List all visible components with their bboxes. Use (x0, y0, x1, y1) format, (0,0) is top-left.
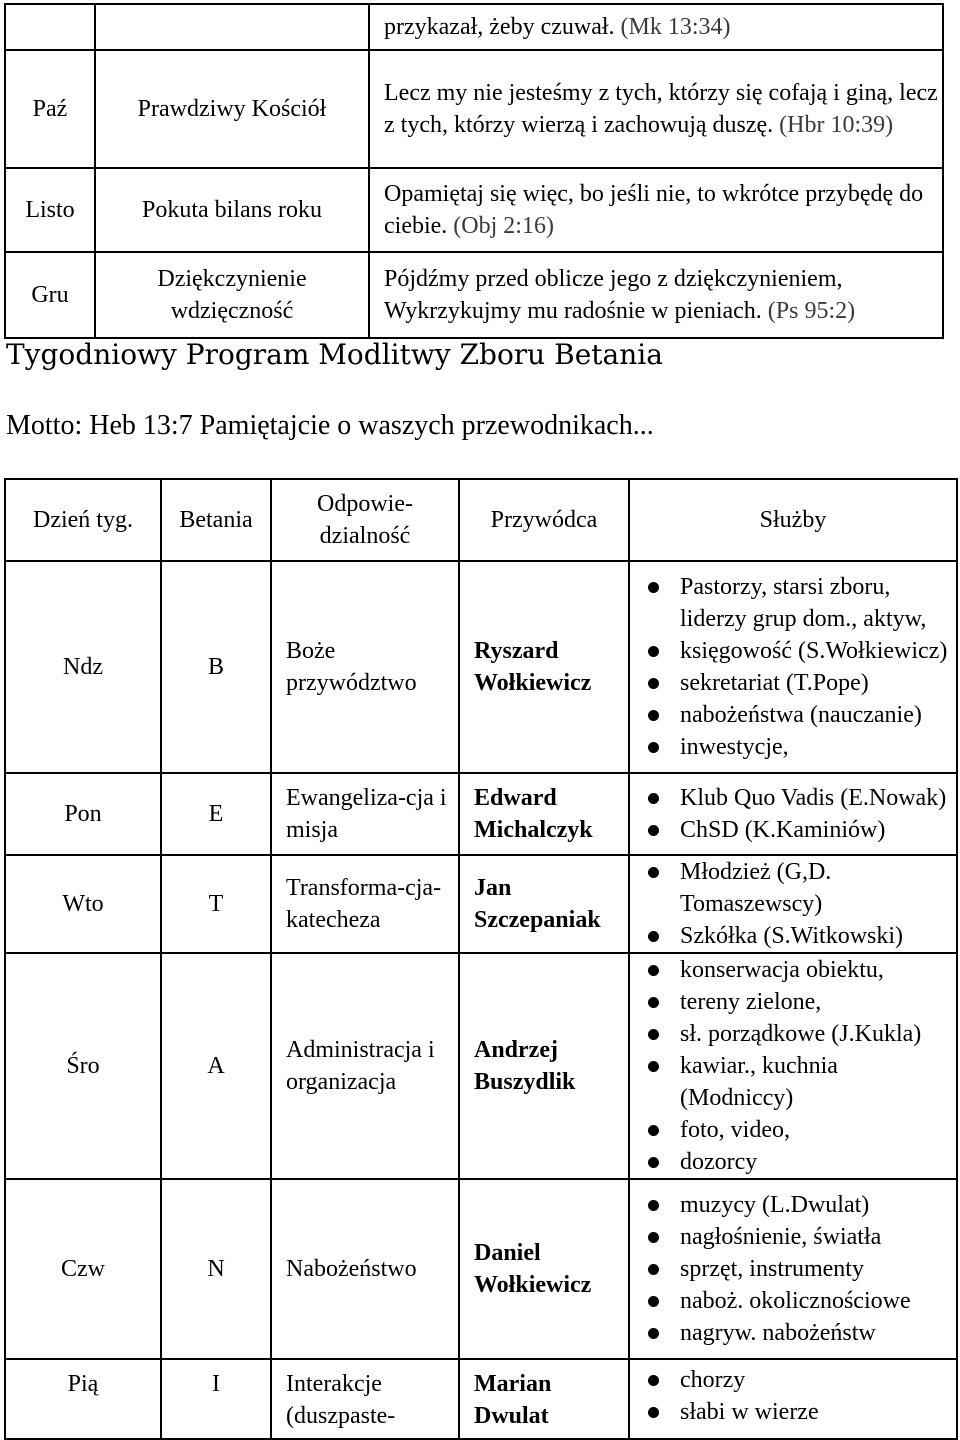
theme-cell: Pokuta bilans roku (95, 168, 369, 252)
responsibility-cell: Administracja i organizacja (271, 953, 459, 1179)
services-list (644, 1189, 956, 1349)
day-cell: Śro (5, 953, 161, 1179)
list-item: Młodzież (G,D. Tomaszewscy) (644, 856, 956, 920)
bullet-icon (648, 1264, 659, 1275)
table-row (5, 773, 957, 855)
letter-cell: B (161, 561, 271, 773)
services-list (644, 1364, 956, 1428)
bullet-icon (648, 867, 659, 878)
verse-cell (369, 50, 943, 168)
services-cell (629, 773, 957, 855)
list-item: ChSD (K.Kaminiów) (644, 814, 956, 846)
list-item: kawiar., kuchnia (Modniccy) (644, 1050, 956, 1114)
day-cell: Wto (5, 855, 161, 953)
verse-text: Opamiętaj się więc, bo jeśli nie, to wkrótce przybędę do ciebie. (384, 181, 924, 239)
weekly-program-table (4, 478, 958, 1440)
letter-cell: E (161, 773, 271, 855)
bullet-icon (648, 1232, 659, 1243)
list-item: sł. porządkowe (J.Kukla) (644, 1018, 956, 1050)
list-item: księgowość (S.Wołkiewicz) (644, 635, 956, 667)
leader-cell: Jan Szczepaniak (459, 855, 629, 953)
list-item: nabożeństwa (nauczanie) (644, 699, 956, 731)
letter-cell: T (161, 855, 271, 953)
theme-cell: Dziękczynienie wdzięczność (95, 252, 369, 338)
day-cell: Pią (5, 1359, 161, 1439)
program-title: Tygodniowy Program Modlitwy Zboru Betania (6, 338, 663, 371)
header-leader: Przywódca (459, 479, 629, 561)
theme-row (5, 50, 943, 168)
bullet-icon (648, 793, 659, 804)
table-row (5, 1179, 957, 1359)
header-betania: Betania (161, 479, 271, 561)
verse-text: przykazał, żeby czuwał. (384, 14, 615, 40)
verse-ref: (Ps 95:2) (767, 298, 856, 324)
bullet-icon (648, 1328, 659, 1339)
list-item: sekretariat (T.Pope) (644, 667, 956, 699)
month-cell (5, 4, 95, 50)
list-item: Szkółka (S.Witkowski) (644, 920, 956, 952)
responsibility-cell: Nabożeństwo (271, 1179, 459, 1359)
verse-text: Lecz my nie jesteśmy z tych, którzy się cofają i giną, lecz z tych, którzy wierzą i zachowują duszę. (384, 80, 938, 138)
theme-row (5, 168, 943, 252)
bullet-icon (648, 1029, 659, 1040)
verse-cell (369, 4, 943, 50)
responsibility-cell: Ewangeliza-cja i misja (271, 773, 459, 855)
bullet-icon (648, 965, 659, 976)
header-responsibility: Odpowie-dzialność (271, 479, 459, 561)
services-cell (629, 1179, 957, 1359)
list-item: chorzy (644, 1364, 956, 1396)
header-services: Służby (629, 479, 957, 561)
list-item: naboż. okolicznościowe (644, 1285, 956, 1317)
list-item: słabi w wierze (644, 1396, 956, 1428)
responsibility-cell: Transforma-cja-katecheza (271, 855, 459, 953)
verse-cell (369, 168, 943, 252)
month-cell: Listo (5, 168, 95, 252)
bullet-icon (648, 582, 659, 593)
verse-ref: (Mk 13:34) (620, 14, 731, 40)
table-row (5, 855, 957, 953)
list-item: dozorcy (644, 1146, 956, 1178)
theme-cell: Prawdziwy Kościół (95, 50, 369, 168)
header-day: Dzień tyg. (5, 479, 161, 561)
leader-cell: Marian Dwulat (459, 1359, 629, 1439)
bullet-icon (648, 1375, 659, 1386)
leader-cell: Andrzej Buszydlik (459, 953, 629, 1179)
table-row (5, 953, 957, 1179)
list-item: foto, video, (644, 1114, 956, 1146)
day-cell: Czw (5, 1179, 161, 1359)
leader-cell: Edward Michalczyk (459, 773, 629, 855)
list-item: Pastorzy, starsi zboru, liderzy grup dom., aktyw, (644, 571, 956, 635)
responsibility-cell: Boże przywództwo (271, 561, 459, 773)
list-item: Klub Quo Vadis (E.Nowak) (644, 782, 956, 814)
bullet-icon (648, 678, 659, 689)
list-item: muzycy (L.Dwulat) (644, 1189, 956, 1221)
services-list (644, 856, 956, 952)
motto-text: Motto: Heb 13:7 Pamiętajcie o waszych przewodnikach... (6, 410, 654, 441)
services-cell (629, 953, 957, 1179)
table-row (5, 1359, 957, 1439)
verse-cell (369, 252, 943, 338)
bullet-icon (648, 1125, 659, 1136)
bullet-icon (648, 1407, 659, 1418)
bullet-icon (648, 997, 659, 1008)
list-item: nagryw. nabożeństw (644, 1317, 956, 1349)
services-cell (629, 1359, 957, 1439)
services-cell (629, 855, 957, 953)
bullet-icon (648, 1200, 659, 1211)
verse-ref: (Hbr 10:39) (779, 112, 894, 138)
bullet-icon (648, 931, 659, 942)
services-list (644, 954, 956, 1178)
bullet-icon (648, 1296, 659, 1307)
table-header-row (5, 479, 957, 561)
monthly-themes-table (4, 3, 944, 339)
letter-cell: N (161, 1179, 271, 1359)
list-item: konserwacja obiektu, (644, 954, 956, 986)
bullet-icon (648, 1061, 659, 1072)
verse-ref: (Obj 2:16) (453, 213, 554, 239)
theme-cell (95, 4, 369, 50)
list-item: tereny zielone, (644, 986, 956, 1018)
bullet-icon (648, 646, 659, 657)
verse-text: Pójdźmy przed oblicze jego z dziękczynieniem, Wykrzykujmy mu radośnie w pieniach. (384, 266, 843, 324)
month-cell: Gru (5, 252, 95, 338)
leader-cell: Daniel Wołkiewicz (459, 1179, 629, 1359)
day-cell: Pon (5, 773, 161, 855)
list-item: inwestycje, (644, 731, 956, 763)
list-item: sprzęt, instrumenty (644, 1253, 956, 1285)
bullet-icon (648, 742, 659, 753)
services-list (644, 782, 956, 846)
services-cell (629, 561, 957, 773)
letter-cell: A (161, 953, 271, 1179)
theme-row (5, 4, 943, 50)
theme-row (5, 252, 943, 338)
day-cell: Ndz (5, 561, 161, 773)
list-item: nagłośnienie, światła (644, 1221, 956, 1253)
responsibility-cell: Interakcje (duszpaste- (271, 1359, 459, 1439)
letter-cell: I (161, 1359, 271, 1439)
bullet-icon (648, 1157, 659, 1168)
month-cell: Paź (5, 50, 95, 168)
table-row (5, 561, 957, 773)
bullet-icon (648, 825, 659, 836)
services-list (644, 571, 956, 763)
leader-cell: Ryszard Wołkiewicz (459, 561, 629, 773)
bullet-icon (648, 710, 659, 721)
